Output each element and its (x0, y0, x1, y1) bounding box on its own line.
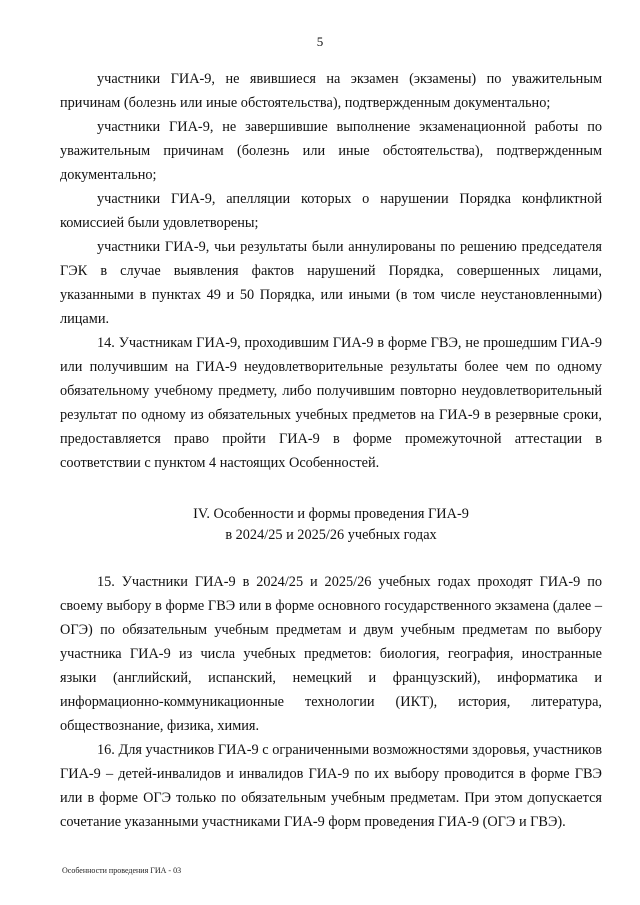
paragraph: участники ГИА-9, чьи результаты были аннулированы по решению председателя ГЭК в случае выявления фактов нарушений Порядка, совершенных лицами, указанными в пунктах 49 и 50 Порядка, или иными (в том числе неустановленными) лицами. (60, 239, 602, 327)
section-heading-line2: в 2024/25 и 2025/26 учебных годах (225, 527, 437, 543)
paragraph: участники ГИА-9, не явившиеся на экзамен (экзамены) по уважительным причинам (болезнь или иные обстоятельства), подтвержденным документально; (60, 71, 602, 111)
paragraph-14: 14. Участникам ГИА-9, проходившим ГИА-9 в форме ГВЭ, не прошедшим ГИА-9 или получившим на ГИА-9 неудовлетворительные результаты более чем по одному обязательному учебному предмету, либо получившим повторно неудовлетворительный результат по одному из обязательных учебных предметов на ГИА-9 в резервные сроки, предоставляется право пройти ГИА-9 в форме промежуточной аттестации в соответствии с пунктом 4 настоящих Особенностей. (60, 335, 602, 471)
paragraph-16: 16. Для участников ГИА-9 с ограниченными возможностями здоровья, участников ГИА-9 – детей-инвалидов и инвалидов ГИА-9 по их выбору проводится в форме ГВЭ или в форме ОГЭ только по обязательным учебным предметам. При этом допускается сочетание указанными участниками ГИА-9 форм проведения ГИА-9 (ОГЭ и ГВЭ). (60, 742, 602, 830)
paragraph: участники ГИА-9, не завершившие выполнение экзаменационной работы по уважительным причинам (болезнь или иные обстоятельства), подтвержденным документально; (60, 119, 602, 183)
section-heading-line1: IV. Особенности и формы проведения ГИА-9 (193, 506, 469, 522)
document-body-section-4 (60, 570, 602, 834)
document-body (60, 67, 602, 475)
page-number: 5 (316, 34, 324, 49)
footer-note: Особенности проведения ГИА - 03 (62, 866, 182, 875)
paragraph-15: 15. Участники ГИА-9 в 2024/25 и 2025/26 учебных годах проходят ГИА-9 по своему выбору в форме ГВЭ или в форме основного государственного экзамена (далее – ОГЭ) по обязательным учебным предметам и двум учебным предметам по выбору участника ГИА-9 из числа учебных предметов: биология, география, иностранные языки (английский, испанский, немецкий и французский), информатика и информационно-коммуникационные технологии (ИКТ), история, литература, обществознание, физика, химия. (60, 574, 602, 734)
paragraph: участники ГИА-9, апелляции которых о нарушении Порядка конфликтной комиссией были удовлетворены; (60, 191, 602, 231)
section-heading (60, 504, 602, 546)
